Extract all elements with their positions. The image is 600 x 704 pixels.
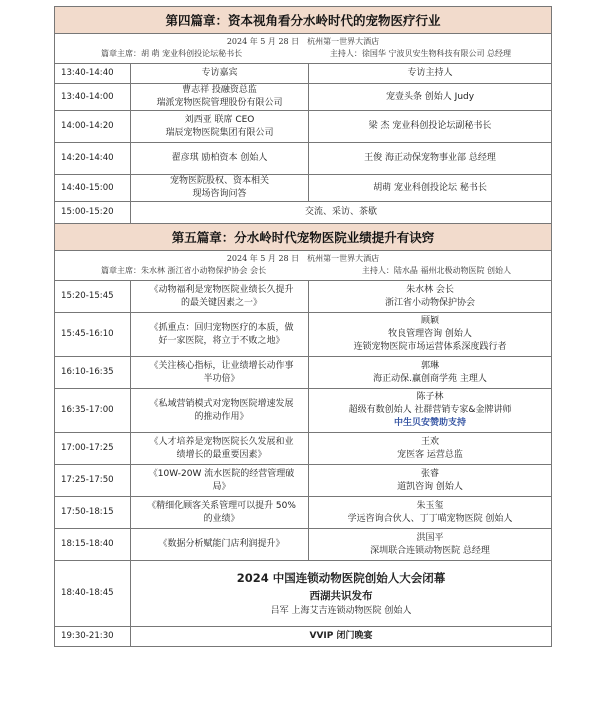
time-cell: 16:35-17:00 [55, 389, 131, 433]
date-venue: 2024 年 5 月 28 日 杭州第一世界大酒店 [226, 254, 380, 263]
topic-line: 《抓重点：回归宠物医疗的本质，做 [149, 322, 294, 333]
time-cell: 14:00-14:20 [55, 111, 131, 143]
interviewer-line: 宠壹头条 创始人 Judy [385, 91, 475, 102]
chapter-host: 主持人：陆水晶 福州北极动物医院 创始人 [361, 266, 512, 275]
schedule-row [55, 529, 552, 561]
chapter-host: 主持人：徐国华 宁波贝安生物科技有限公司 总经理 [329, 49, 512, 58]
chapter-meta-row [55, 251, 552, 281]
speaker-line: 王欢 [421, 436, 440, 447]
interviewer-cell [309, 175, 552, 202]
guest-line: 曹志祥 投融资总监 [182, 85, 257, 95]
schedule-row [55, 143, 552, 175]
chapter-meta [55, 34, 552, 64]
time-cell: 15:00-15:20 [55, 202, 131, 224]
guest-line: 刘西亚 联席 CEO [184, 114, 255, 125]
topic-line: 的业绩》 [203, 513, 240, 524]
agenda-table [54, 6, 552, 647]
speaker-line: 宠医客 运营总监 [397, 449, 463, 460]
schedule-row [55, 84, 552, 111]
interviewer-line: 胡萌 宠业科创投论坛 秘书长 [373, 182, 487, 193]
time-cell: 17:50-18:15 [55, 497, 131, 529]
topic-line: 的推动作用》 [194, 411, 249, 422]
time-cell: 19:30-21:30 [55, 627, 131, 647]
topic-line: 《动物福利是宠物医院业绩长久提升 [149, 284, 294, 295]
schedule-row [55, 465, 552, 497]
guest-line: 翟彦琪 励柏资本 创始人 [171, 153, 268, 163]
topic-line: 《私域营销模式对宠物医院增速发展 [149, 398, 294, 409]
speaker-line: 顾颖 [421, 316, 440, 326]
schedule-row [55, 111, 552, 143]
closing-title: 2024 中国连锁动物医院创始人大会闭幕 [236, 571, 446, 585]
agenda-page [54, 6, 551, 647]
guest-line: 现场咨询问答 [192, 189, 247, 199]
schedule-row [55, 433, 552, 465]
time-cell: 13:40-14:40 [55, 64, 131, 84]
speaker-line: 郭琳 [421, 360, 440, 371]
interviewer-cell [309, 84, 552, 111]
guest-cell [131, 143, 309, 175]
chapter-title: 第四篇章：资本视角看分水岭时代的宠物医疗行业 [55, 7, 552, 34]
speaker-line: 朱水林 会长 [406, 284, 454, 295]
speaker-cell [309, 357, 552, 389]
closing-speaker: 吕军 上海艾吉连锁动物医院 创始人 [270, 606, 412, 616]
topic-cell [131, 281, 309, 313]
speaker-cell [309, 433, 552, 465]
interviewer-line: 专访主持人 [407, 68, 453, 78]
guest-line: 宠物医院股权、资本相关 [169, 176, 269, 186]
topic-line: 《10W-20W 流水医院的经营管理破 [148, 468, 295, 479]
topic-line: 好一家医院，将立于不败之地》 [158, 335, 285, 346]
guest-cell [131, 84, 309, 111]
speaker-line: 牧良管理咨询 创始人 [388, 329, 472, 339]
dinner-label: VVIP 闭门晚宴 [131, 627, 552, 647]
schedule-row [55, 389, 552, 433]
speaker-line: 道凯咨询 创始人 [397, 481, 463, 492]
chapter-header-row [55, 224, 552, 251]
chair-host-line [55, 48, 551, 60]
chapter-header-row [55, 7, 552, 34]
schedule-row [55, 175, 552, 202]
time-cell: 17:00-17:25 [55, 433, 131, 465]
speaker-line: 洪国平 [416, 532, 444, 543]
schedule-row [55, 313, 552, 357]
break-row [55, 202, 552, 224]
chapter-chair: 篇章主席：朱水林 浙江省小动物保护协会 会长 [101, 266, 267, 275]
topic-line: 绩增长的最重要因素》 [176, 449, 267, 460]
interviewer-line: 王俊 海正动保宠物事业部 总经理 [364, 153, 496, 163]
topic-line: 半功倍》 [203, 373, 240, 384]
topic-line: 局》 [212, 481, 231, 492]
speaker-line: 朱玉玺 [416, 500, 444, 511]
topic-cell [131, 389, 309, 433]
speaker-line: 浙江省小动物保护协会 [385, 297, 476, 308]
speaker-cell [309, 497, 552, 529]
speaker-line: 陈子林 [416, 392, 444, 402]
break-label: 交流、采访、茶歇 [131, 202, 552, 224]
speaker-line: 学远咨询合伙人、丁丁喵宠物医院 创始人 [347, 513, 513, 524]
speaker-cell [309, 465, 552, 497]
consensus-title: 西湖共识发布 [309, 590, 373, 602]
speaker-cell [309, 529, 552, 561]
time-cell: 18:15-18:40 [55, 529, 131, 561]
chapter-title: 第五篇章：分水岭时代宠物医院业绩提升有诀窍 [55, 224, 552, 251]
time-cell: 17:25-17:50 [55, 465, 131, 497]
topic-line: 《精细化顾客关系管理可以提升 50% [147, 500, 296, 511]
speaker-line: 超级有数创始人 社群营销专家&金牌讲师 [348, 405, 512, 415]
topic-line: 《人才培养是宠物医院长久发展和业 [149, 436, 294, 447]
time-cell: 15:45-16:10 [55, 313, 131, 357]
chapter-meta [55, 251, 552, 281]
guest-line: 瑞辰宠物医院集团有限公司 [165, 127, 274, 138]
time-cell: 15:20-15:45 [55, 281, 131, 313]
speaker-line: 连锁宠物医院市场运营体系深度践行者 [353, 342, 507, 352]
interviewer-cell [309, 64, 552, 84]
guest-line: 瑞派宠物医院管理股份有限公司 [156, 98, 283, 108]
interviewer-cell [309, 143, 552, 175]
chair-host-line [55, 265, 551, 277]
closing-cell [131, 561, 552, 627]
topic-cell [131, 357, 309, 389]
speaker-line: 海正动保.赢创商学苑 主理人 [373, 373, 487, 384]
chapter-meta-row [55, 34, 552, 64]
guest-line: 专访嘉宾 [201, 68, 238, 78]
guest-cell [131, 175, 309, 202]
chapter-chair: 篇章主席：胡 萌 宠业科创投论坛秘书长 [101, 49, 243, 58]
schedule-row [55, 357, 552, 389]
topic-cell [131, 433, 309, 465]
speaker-cell [309, 313, 552, 357]
schedule-row [55, 64, 552, 84]
sponsor-note: 中生贝安赞助支持 [394, 418, 467, 428]
topic-line: 的最关键因素之一》 [180, 297, 262, 308]
time-cell: 13:40-14:00 [55, 84, 131, 111]
guest-cell [131, 64, 309, 84]
topic-cell [131, 529, 309, 561]
speaker-cell [309, 281, 552, 313]
speaker-line: 深圳联合连锁动物医院 总经理 [370, 545, 490, 556]
speaker-cell [309, 389, 552, 433]
interviewer-line: 梁 杰 宠业科创投论坛副秘书长 [368, 121, 492, 131]
schedule-row [55, 281, 552, 313]
topic-cell [131, 497, 309, 529]
date-venue: 2024 年 5 月 28 日 杭州第一世界大酒店 [226, 37, 380, 46]
topic-line: 《关注核心指标，让业绩增长动作事 [149, 360, 294, 371]
time-cell: 18:40-18:45 [55, 561, 131, 627]
topic-cell [131, 465, 309, 497]
speaker-line: 张睿 [421, 468, 440, 479]
schedule-row [55, 497, 552, 529]
time-cell: 16:10-16:35 [55, 357, 131, 389]
topic-cell [131, 313, 309, 357]
time-cell: 14:20-14:40 [55, 143, 131, 175]
closing-row [55, 561, 552, 627]
time-cell: 14:40-15:00 [55, 175, 131, 202]
guest-cell [131, 111, 309, 143]
topic-line: 《数据分析赋能门店利润提升》 [158, 539, 285, 549]
interviewer-cell [309, 111, 552, 143]
dinner-row [55, 627, 552, 647]
